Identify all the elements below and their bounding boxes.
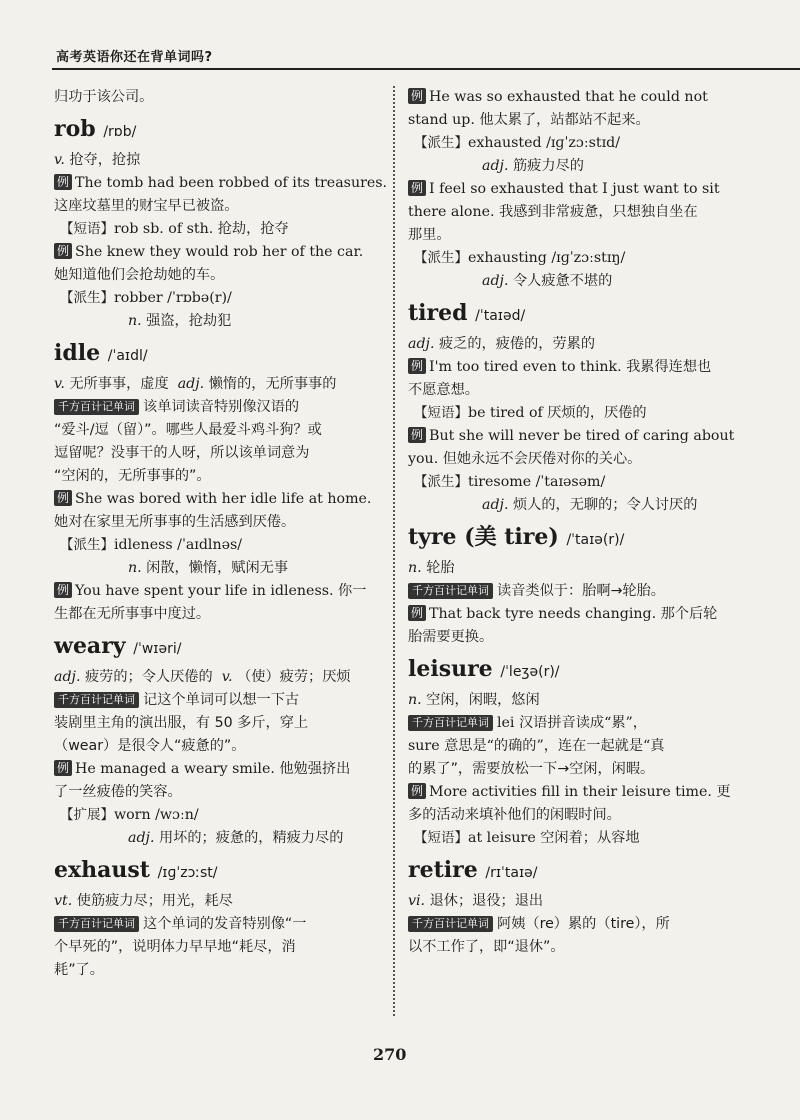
memory-text: 耗”了。 xyxy=(54,962,104,978)
derivation-definition xyxy=(54,557,374,580)
memory-tip xyxy=(408,913,720,936)
memory-text: 记这个单词可以想一下古 xyxy=(143,692,300,708)
part-of-speech: n. xyxy=(128,313,142,329)
page-number: 270 xyxy=(373,1045,407,1064)
extension-tag: 【扩展】 xyxy=(60,807,114,823)
entry-headword xyxy=(54,112,374,149)
derivation-word: exhausting /ɪɡˈzɔːstɪŋ/ xyxy=(468,250,626,266)
example-translation: 多的活动来填补他们的闲暇时间。 xyxy=(408,807,621,823)
running-header: 高考英语你还在背单词吗? xyxy=(56,50,213,65)
example-marker: 例 xyxy=(54,174,72,190)
example-marker: 例 xyxy=(54,490,72,506)
example-translation: 这座坟墓里的财宝早已被盗。 xyxy=(54,198,239,214)
memory-text: sure 意思是“的确的”，连在一起就是“真 xyxy=(408,738,665,754)
phrase-text: at leisure 空闲着；从容地 xyxy=(468,830,640,846)
example-text: But she will never be tired of caring about xyxy=(429,428,735,444)
derivation-tag: 【派生】 xyxy=(414,474,468,490)
continued-text: 归功于该公司。 xyxy=(54,89,154,105)
phonetic: /rɒb/ xyxy=(103,124,137,140)
entry-headword xyxy=(54,336,374,373)
example-line xyxy=(408,781,731,804)
derivation-line xyxy=(54,287,374,310)
example-translation: you. 但她永远不会厌倦对你的关心。 xyxy=(408,451,642,467)
memory-text: 该单词读音特别像汉语的 xyxy=(143,399,300,415)
definition xyxy=(408,333,720,356)
headword-tyre: tyre (美 tire) xyxy=(408,524,559,550)
part-of-speech: vt. xyxy=(54,893,73,909)
headword-tired: tired xyxy=(408,300,468,326)
example-line xyxy=(408,603,720,626)
memory-text: 逗留呢？没事干的人呀，所以该单词意为 xyxy=(54,445,310,461)
phrase-line xyxy=(408,827,720,850)
entry-headword xyxy=(408,652,720,689)
part-of-speech: adj. xyxy=(54,669,81,685)
definition-text: 疲劳的；令人厌倦的 xyxy=(84,669,213,685)
phonetic: /ˈaɪdl/ xyxy=(107,348,148,364)
example-marker: 例 xyxy=(408,358,426,374)
headword-exhaust: exhaust xyxy=(54,857,150,883)
column-divider xyxy=(393,86,395,1016)
definition-text: 令人疲惫不堪的 xyxy=(512,273,613,289)
definition xyxy=(54,373,374,396)
definition-text: 无所事事，虚度 xyxy=(69,376,169,392)
derivation-word: robber /ˈrɒbə(r)/ xyxy=(114,290,232,306)
header-rule xyxy=(52,68,800,70)
example-text: That back tyre needs changing. 那个后轮 xyxy=(429,606,718,622)
memory-tip xyxy=(54,396,374,419)
example-translation: 了一丝疲倦的笑容。 xyxy=(54,784,182,800)
part-of-speech: adj. xyxy=(128,830,155,846)
derivation-definition xyxy=(54,310,374,333)
example-line xyxy=(408,356,720,379)
example-text: The tomb had been robbed of its treasures. xyxy=(75,175,388,191)
phonetic: /ɪɡˈzɔːst/ xyxy=(157,865,218,881)
part-of-speech: adj. xyxy=(177,376,205,392)
memory-badge: 千方百计记单词 xyxy=(54,399,139,415)
extension-word: worn /wɔːn/ xyxy=(114,807,199,823)
memory-text: 这个单词的发音特别像“一 xyxy=(143,916,307,932)
definition xyxy=(54,149,374,172)
part-of-speech: n. xyxy=(408,560,422,576)
derivation-tag: 【派生】 xyxy=(414,135,468,151)
headword-rob: rob xyxy=(54,116,96,142)
derivation-tag: 【派生】 xyxy=(60,290,114,306)
phrase-text: rob sb. of sth. 抢劫，抢夺 xyxy=(114,221,289,237)
right-column xyxy=(408,86,735,959)
memory-text: 阿姨（re）累的（tire），所 xyxy=(497,916,670,932)
definition-text: 懒惰的，无所事事的 xyxy=(208,376,337,392)
definition-text: 烦人的，无聊的；令人讨厌的 xyxy=(512,497,698,513)
example-marker: 例 xyxy=(408,180,426,196)
part-of-speech: adj. xyxy=(482,158,509,174)
extension-line xyxy=(54,804,374,827)
definition xyxy=(54,666,374,689)
memory-tip xyxy=(54,689,374,712)
memory-text: 读音类似于：胎啊→轮胎。 xyxy=(497,583,665,599)
memory-text: 个早死的”，说明体力早早地“耗尽，消 xyxy=(54,939,296,955)
example-marker: 例 xyxy=(54,582,72,598)
definition-text: 退休；退役；退出 xyxy=(429,893,544,909)
example-marker: 例 xyxy=(408,427,426,443)
phonetic: /ˈleʒə(r)/ xyxy=(500,664,560,680)
entry-headword xyxy=(408,296,720,333)
entry-headword xyxy=(54,629,374,666)
definition xyxy=(54,890,374,913)
phrase-line xyxy=(408,402,720,425)
example-line xyxy=(408,178,720,201)
phonetic: /ˈtaɪəd/ xyxy=(475,308,526,324)
phonetic: /ˈwɪəri/ xyxy=(133,641,182,657)
memory-tip xyxy=(408,580,720,603)
definition-text: 闲散，懒惰，赋闲无事 xyxy=(146,560,289,576)
example-text: I feel so exhausted that I just want to sit xyxy=(429,181,720,197)
example-line xyxy=(408,425,735,448)
example-marker: 例 xyxy=(408,88,426,104)
phonetic: /rɪˈtaɪə/ xyxy=(485,865,538,881)
part-of-speech: v. xyxy=(54,376,65,392)
example-marker: 例 xyxy=(54,243,72,259)
definition-text: （使）疲劳；厌烦 xyxy=(237,669,351,685)
example-translation: 生都在无所事事中度过。 xyxy=(54,606,211,622)
part-of-speech: v. xyxy=(54,152,65,168)
example-text: He was so exhausted that he could not xyxy=(429,89,708,105)
example-line xyxy=(54,172,388,195)
derivation-tag: 【派生】 xyxy=(414,250,468,266)
example-translation: 胎需要更换。 xyxy=(408,629,494,645)
definition-text: 使筋疲力尽；用光，耗尽 xyxy=(76,893,233,909)
part-of-speech: adj. xyxy=(482,273,509,289)
memory-text: （wear）是很令人“疲惫的”。 xyxy=(54,738,246,754)
example-text: She was bored with her idle life at home. xyxy=(75,491,372,507)
memory-text: 装剧里主角的演出服，有 50 多斤，穿上 xyxy=(54,715,309,731)
phonetic: /ˈtaɪə(r)/ xyxy=(566,532,625,548)
headword-leisure: leisure xyxy=(408,656,493,682)
phrase-tag: 【短语】 xyxy=(414,830,468,846)
entry-headword xyxy=(54,853,374,890)
part-of-speech: vi. xyxy=(408,893,426,909)
example-translation: 她知道他们会抢劫她的车。 xyxy=(54,267,225,283)
memory-badge: 千方百计记单词 xyxy=(408,583,493,599)
phrase-tag: 【短语】 xyxy=(60,221,114,237)
memory-badge: 千方百计记单词 xyxy=(54,692,139,708)
definition-text: 筋疲力尽的 xyxy=(512,158,584,174)
derivation-definition xyxy=(408,494,720,517)
example-translation: stand up. 他太累了，站都站不起来。 xyxy=(408,112,650,128)
derivation-tag: 【派生】 xyxy=(60,537,114,553)
memory-text: lei 汉语拼音读成“累”， xyxy=(497,715,647,731)
derivation-line xyxy=(408,471,720,494)
left-column xyxy=(54,86,388,982)
definition-text: 用坏的；疲惫的，精疲力尽的 xyxy=(158,830,344,846)
example-translation: 那里。 xyxy=(408,227,451,243)
phrase-line xyxy=(54,218,374,241)
example-marker: 例 xyxy=(54,760,72,776)
definition xyxy=(408,890,720,913)
example-line xyxy=(54,488,374,511)
memory-text: “空闲的，无所事事的”。 xyxy=(54,468,211,484)
definition-text: 强盗，抢劫犯 xyxy=(146,313,232,329)
example-text: She knew they would rob her of the car. xyxy=(75,244,364,260)
entry-headword xyxy=(408,853,720,890)
example-line xyxy=(408,86,720,109)
headword-idle: idle xyxy=(54,340,101,366)
example-translation: 不愿意想。 xyxy=(408,382,479,398)
derivation-line xyxy=(408,132,720,155)
memory-badge: 千方百计记单词 xyxy=(54,916,139,932)
memory-text: “爱斗/逗（留）”。哪些人最爱斗鸡斗狗？或 xyxy=(54,422,322,438)
part-of-speech: adj. xyxy=(408,336,435,352)
derivation-word: idleness /ˈaɪdlnəs/ xyxy=(114,537,243,553)
example-line xyxy=(54,758,374,781)
example-text: I'm too tired even to think. 我累得连想也 xyxy=(429,359,712,375)
definition-text: 空闲，闲暇，悠闲 xyxy=(426,692,540,708)
example-marker: 例 xyxy=(408,783,426,799)
example-line xyxy=(54,241,374,264)
headword-weary: weary xyxy=(54,633,126,659)
memory-badge: 千方百计记单词 xyxy=(408,916,493,932)
example-text: You have spent your life in idleness. 你一 xyxy=(75,583,367,599)
example-marker: 例 xyxy=(408,605,426,621)
memory-text: 以不工作了，即“退休”。 xyxy=(408,939,565,955)
memory-tip xyxy=(54,913,374,936)
example-line xyxy=(54,580,374,603)
example-text: More activities fill in their leisure time. 更 xyxy=(429,784,731,800)
derivation-word: exhausted /ɪɡˈzɔːstɪd/ xyxy=(468,135,620,151)
definition xyxy=(408,557,720,580)
example-translation: there alone. 我感到非常疲惫，只想独自坐在 xyxy=(408,204,698,220)
derivation-word: tiresome /ˈtaɪəsəm/ xyxy=(468,474,606,490)
phrase-tag: 【短语】 xyxy=(414,405,468,421)
memory-badge: 千方百计记单词 xyxy=(408,715,493,731)
memory-text: 的累了”，需要放松一下→空闲，闲暇。 xyxy=(408,761,655,777)
example-text: He managed a weary smile. 他勉强挤出 xyxy=(75,761,351,777)
derivation-definition xyxy=(408,270,720,293)
definition-text: 抢夺，抢掠 xyxy=(69,152,141,168)
derivation-line xyxy=(408,247,720,270)
part-of-speech: n. xyxy=(408,692,422,708)
part-of-speech: adj. xyxy=(482,497,509,513)
derivation-definition xyxy=(408,155,720,178)
derivation-line xyxy=(54,534,374,557)
definition-text: 轮胎 xyxy=(426,560,455,576)
phrase-text: be tired of 厌烦的，厌倦的 xyxy=(468,405,647,421)
part-of-speech: n. xyxy=(128,560,142,576)
definition xyxy=(408,689,720,712)
memory-tip xyxy=(408,712,720,735)
example-translation: 她对在家里无所事事的生活感到厌倦。 xyxy=(54,514,296,530)
extension-definition xyxy=(54,827,374,850)
definition-text: 疲乏的，疲倦的，劳累的 xyxy=(438,336,596,352)
entry-headword xyxy=(408,520,720,557)
part-of-speech: v. xyxy=(221,669,233,685)
headword-retire: retire xyxy=(408,857,478,883)
